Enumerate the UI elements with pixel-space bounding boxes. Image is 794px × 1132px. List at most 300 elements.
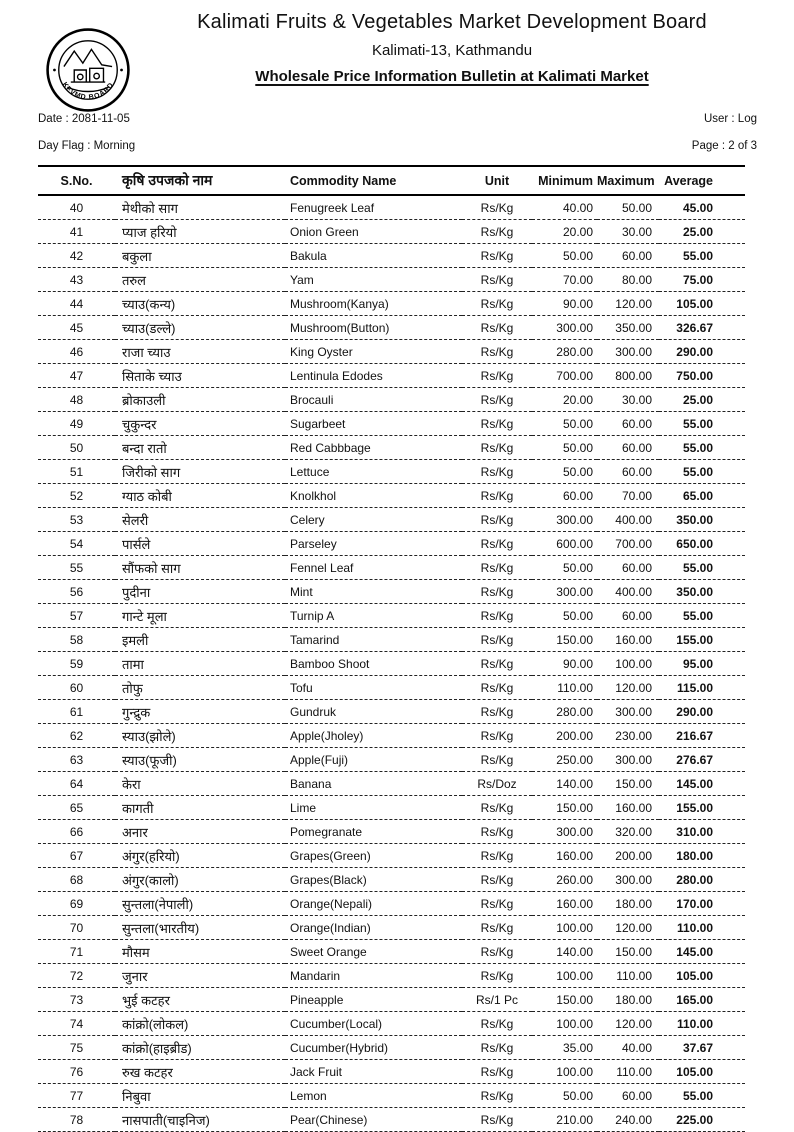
- cell-maximum: 200.00: [615, 849, 652, 863]
- cell-minimum: 40.00: [562, 201, 593, 215]
- cell-maximum: 60.00: [621, 1089, 652, 1103]
- cell-unit: Rs/1 Pc: [475, 993, 518, 1007]
- logo-text: KFVMD BOARD: [60, 81, 116, 102]
- table-row: [38, 1084, 745, 1108]
- cell-nepali-name: ग्याठ कोबी: [122, 489, 172, 504]
- cell-unit: Rs/Kg: [480, 657, 514, 671]
- cell-commodity-name: Fennel Leaf: [290, 561, 354, 575]
- cell-minimum: 280.00: [556, 345, 593, 359]
- cell-unit: Rs/Kg: [480, 561, 514, 575]
- cell-nepali-name: अनार: [122, 825, 148, 840]
- cell-unit: Rs/Kg: [480, 729, 514, 743]
- cell-average: 750.00: [676, 369, 713, 383]
- table-row: [38, 700, 745, 724]
- cell-average: 55.00: [682, 561, 713, 575]
- cell-maximum: 70.00: [621, 489, 652, 503]
- cell-average: 105.00: [676, 1065, 713, 1079]
- cell-nepali-name: तोफु: [122, 681, 143, 696]
- col-header-commodity-name: Commodity Name: [290, 173, 397, 188]
- table-row: [38, 772, 745, 796]
- cell-nepali-name: केरा: [122, 777, 141, 792]
- cell-sno: 51: [69, 465, 84, 479]
- cell-average: 110.00: [676, 1017, 713, 1031]
- cell-minimum: 50.00: [562, 249, 593, 263]
- cell-minimum: 300.00: [556, 321, 593, 335]
- cell-unit: Rs/Kg: [480, 1017, 514, 1031]
- cell-sno: 61: [69, 705, 84, 719]
- table-row: [38, 292, 745, 316]
- cell-maximum: 240.00: [615, 1113, 652, 1127]
- cell-commodity-name: Onion Green: [290, 225, 359, 239]
- cell-sno: 69: [69, 897, 84, 911]
- table-row: [38, 580, 745, 604]
- cell-commodity-name: Grapes(Green): [290, 849, 371, 863]
- cell-minimum: 110.00: [557, 681, 593, 695]
- cell-sno: 42: [69, 249, 84, 263]
- cell-nepali-name: कागती: [122, 801, 154, 816]
- cell-maximum: 110.00: [616, 969, 652, 983]
- cell-nepali-name: पार्सले: [122, 537, 151, 552]
- kfvmd-board-logo-icon: [45, 27, 131, 113]
- table-row: [38, 532, 745, 556]
- cell-minimum: 700.00: [556, 369, 593, 383]
- cell-sno: 75: [69, 1041, 84, 1055]
- cell-nepali-name: जिरीको साग: [122, 465, 181, 480]
- cell-nepali-name: ब्रोकाउली: [122, 393, 166, 408]
- table-row: [38, 748, 745, 772]
- cell-commodity-name: Apple(Jholey): [290, 729, 364, 743]
- table-row: [38, 244, 745, 268]
- cell-nepali-name: सुन्तला(भारतीय): [122, 921, 200, 936]
- cell-maximum: 300.00: [615, 873, 652, 887]
- table-row: [38, 796, 745, 820]
- cell-average: 326.67: [676, 321, 713, 335]
- cell-average: 105.00: [676, 969, 713, 983]
- price-table-body: [38, 195, 745, 1132]
- cell-sno: 77: [69, 1089, 84, 1103]
- cell-maximum: 300.00: [615, 705, 652, 719]
- cell-maximum: 180.00: [615, 993, 652, 1007]
- cell-unit: Rs/Kg: [480, 753, 514, 767]
- cell-maximum: 60.00: [621, 249, 652, 263]
- cell-sno: 46: [69, 345, 84, 359]
- cell-nepali-name: च्याउ(डल्ले): [122, 321, 176, 336]
- document-header: [0, 0, 794, 104]
- cell-maximum: 400.00: [615, 585, 652, 599]
- cell-unit: Rs/Kg: [480, 1041, 514, 1055]
- cell-minimum: 280.00: [556, 705, 593, 719]
- cell-nepali-name: सुन्तला(नेपाली): [122, 897, 194, 912]
- cell-sno: 67: [69, 849, 84, 863]
- cell-average: 290.00: [676, 705, 713, 719]
- cell-commodity-name: Lime: [290, 801, 317, 815]
- cell-sno: 78: [69, 1113, 84, 1127]
- cell-average: 65.00: [682, 489, 713, 503]
- cell-unit: Rs/Kg: [480, 633, 514, 647]
- cell-maximum: 160.00: [615, 801, 652, 815]
- cell-maximum: 700.00: [615, 537, 652, 551]
- date-label: Date : 2081-11-05: [38, 113, 130, 125]
- cell-maximum: 120.00: [615, 297, 652, 311]
- cell-maximum: 230.00: [615, 729, 652, 743]
- page-number-label: Page : 2 of 3: [691, 140, 757, 152]
- cell-average: 55.00: [682, 609, 713, 623]
- cell-unit: Rs/Kg: [480, 945, 514, 959]
- cell-unit: Rs/Kg: [480, 609, 514, 623]
- cell-unit: Rs/Kg: [480, 393, 514, 407]
- cell-sno: 56: [69, 585, 84, 599]
- cell-unit: Rs/Kg: [480, 705, 514, 719]
- cell-commodity-name: Mandarin: [290, 969, 341, 983]
- cell-sno: 76: [69, 1065, 84, 1079]
- table-row: [38, 316, 745, 340]
- table-row: [38, 916, 745, 940]
- day-flag-label: Day Flag : Morning: [38, 140, 136, 152]
- cell-unit: Rs/Kg: [480, 1113, 514, 1127]
- cell-commodity-name: Grapes(Black): [290, 873, 367, 887]
- cell-commodity-name: Yam: [290, 273, 314, 287]
- cell-unit: Rs/Kg: [480, 1089, 514, 1103]
- cell-commodity-name: Bakula: [290, 249, 327, 263]
- cell-maximum: 60.00: [621, 465, 652, 479]
- cell-unit: Rs/Kg: [480, 201, 514, 215]
- cell-maximum: 60.00: [621, 417, 652, 431]
- cell-unit: Rs/Kg: [480, 849, 514, 863]
- cell-maximum: 400.00: [615, 513, 652, 527]
- cell-minimum: 150.00: [556, 633, 593, 647]
- cell-unit: Rs/Kg: [480, 921, 514, 935]
- cell-unit: Rs/Kg: [480, 801, 514, 815]
- cell-nepali-name: रुख कटहर: [122, 1065, 173, 1080]
- cell-commodity-name: Jack Fruit: [290, 1065, 343, 1079]
- cell-commodity-name: Apple(Fuji): [290, 753, 349, 767]
- cell-nepali-name: भुई कटहर: [122, 993, 170, 1008]
- cell-commodity-name: Pomegranate: [290, 825, 363, 839]
- table-row: [38, 388, 745, 412]
- cell-minimum: 160.00: [556, 849, 593, 863]
- bulletin-title: Wholesale Price Information Bulletin at Kalimati Market: [255, 68, 649, 85]
- cell-unit: Rs/Kg: [480, 825, 514, 839]
- cell-maximum: 120.00: [615, 681, 652, 695]
- meta-line-date-user: [0, 113, 794, 125]
- cell-nepali-name: चुकुन्दर: [122, 417, 157, 432]
- cell-minimum: 20.00: [562, 225, 593, 239]
- cell-maximum: 40.00: [621, 1041, 652, 1055]
- cell-average: 110.00: [676, 921, 713, 935]
- cell-maximum: 160.00: [615, 633, 652, 647]
- cell-average: 25.00: [682, 225, 713, 239]
- cell-sno: 52: [69, 489, 84, 503]
- col-header-maximum: Maximum: [597, 173, 655, 188]
- cell-unit: Rs/Kg: [480, 345, 514, 359]
- cell-maximum: 320.00: [615, 825, 652, 839]
- table-row: [38, 1060, 745, 1084]
- cell-maximum: 50.00: [621, 201, 652, 215]
- cell-unit: Rs/Doz: [477, 777, 517, 791]
- cell-nepali-name: मेथीको साग: [122, 201, 178, 216]
- cell-minimum: 300.00: [556, 825, 593, 839]
- cell-minimum: 90.00: [562, 657, 593, 671]
- cell-commodity-name: Tamarind: [290, 633, 340, 647]
- cell-average: 350.00: [676, 585, 713, 599]
- cell-unit: Rs/Kg: [480, 513, 514, 527]
- cell-minimum: 50.00: [562, 561, 593, 575]
- cell-sno: 44: [69, 297, 84, 311]
- cell-maximum: 30.00: [621, 225, 652, 239]
- cell-minimum: 100.00: [556, 969, 593, 983]
- cell-sno: 60: [69, 681, 84, 695]
- cell-commodity-name: Celery: [290, 513, 325, 527]
- cell-unit: Rs/Kg: [480, 273, 514, 287]
- cell-commodity-name: Red Cabbbage: [290, 441, 371, 455]
- cell-minimum: 150.00: [556, 993, 593, 1007]
- table-row: [38, 844, 745, 868]
- cell-nepali-name: तरुल: [122, 273, 146, 288]
- cell-sno: 53: [69, 513, 84, 527]
- cell-nepali-name: गान्टे मूला: [122, 609, 167, 624]
- table-row: [38, 436, 745, 460]
- table-row: [38, 364, 745, 388]
- cell-unit: Rs/Kg: [480, 321, 514, 335]
- cell-maximum: 80.00: [621, 273, 652, 287]
- table-row: [38, 508, 745, 532]
- cell-maximum: 150.00: [615, 777, 652, 791]
- cell-sno: 63: [69, 753, 84, 767]
- cell-average: 180.00: [676, 849, 713, 863]
- cell-unit: Rs/Kg: [480, 249, 514, 263]
- table-row: [38, 868, 745, 892]
- table-row: [38, 412, 745, 436]
- cell-maximum: 350.00: [615, 321, 652, 335]
- cell-average: 45.00: [682, 201, 713, 215]
- cell-sno: 55: [69, 561, 84, 575]
- cell-nepali-name: नासपाती(चाइनिज): [122, 1113, 210, 1128]
- cell-average: 350.00: [676, 513, 713, 527]
- price-table: [38, 165, 745, 1132]
- cell-maximum: 120.00: [615, 921, 652, 935]
- cell-minimum: 250.00: [556, 753, 593, 767]
- table-row: [38, 340, 745, 364]
- table-row: [38, 652, 745, 676]
- table-row: [38, 988, 745, 1012]
- cell-nepali-name: कांक्रो(लोकल): [122, 1017, 189, 1032]
- table-row: [38, 964, 745, 988]
- cell-commodity-name: King Oyster: [290, 345, 353, 359]
- col-header-minimum: Minimum: [538, 173, 593, 188]
- cell-sno: 48: [69, 393, 84, 407]
- cell-minimum: 140.00: [556, 945, 593, 959]
- cell-minimum: 100.00: [556, 1017, 593, 1031]
- cell-sno: 45: [69, 321, 84, 335]
- table-row: [38, 676, 745, 700]
- cell-minimum: 100.00: [556, 1065, 593, 1079]
- cell-average: 55.00: [682, 417, 713, 431]
- cell-maximum: 60.00: [621, 609, 652, 623]
- cell-nepali-name: बकुला: [122, 249, 152, 264]
- cell-maximum: 150.00: [615, 945, 652, 959]
- cell-commodity-name: Mushroom(Button): [290, 321, 390, 335]
- col-header-nepali-name: कृषि उपजको नाम: [122, 172, 213, 188]
- cell-unit: Rs/Kg: [480, 537, 514, 551]
- cell-nepali-name: सेलरी: [122, 513, 149, 528]
- cell-average: 105.00: [676, 297, 713, 311]
- cell-average: 55.00: [682, 465, 713, 479]
- cell-sno: 54: [69, 537, 84, 551]
- cell-average: 155.00: [676, 801, 713, 815]
- cell-minimum: 50.00: [562, 441, 593, 455]
- cell-commodity-name: Cucumber(Local): [290, 1017, 383, 1031]
- price-table-header: [38, 166, 745, 195]
- table-row: [38, 628, 745, 652]
- cell-average: 280.00: [676, 873, 713, 887]
- cell-average: 276.67: [676, 753, 713, 767]
- cell-maximum: 800.00: [615, 369, 652, 383]
- cell-unit: Rs/Kg: [480, 465, 514, 479]
- table-row: [38, 220, 745, 244]
- cell-unit: Rs/Kg: [480, 441, 514, 455]
- cell-maximum: 30.00: [621, 393, 652, 407]
- cell-average: 37.67: [682, 1041, 713, 1055]
- cell-minimum: 150.00: [556, 801, 593, 815]
- cell-commodity-name: Brocauli: [290, 393, 334, 407]
- table-row: [38, 1036, 745, 1060]
- cell-minimum: 50.00: [562, 465, 593, 479]
- cell-nepali-name: बन्दा रातो: [122, 441, 167, 456]
- cell-average: 225.00: [676, 1113, 713, 1127]
- cell-sno: 47: [69, 369, 84, 383]
- table-row: [38, 604, 745, 628]
- cell-unit: Rs/Kg: [480, 489, 514, 503]
- cell-sno: 70: [69, 921, 84, 935]
- cell-nepali-name: मौसम: [122, 945, 150, 960]
- cell-sno: 62: [69, 729, 84, 743]
- cell-average: 55.00: [682, 441, 713, 455]
- cell-minimum: 160.00: [556, 897, 593, 911]
- cell-minimum: 20.00: [562, 393, 593, 407]
- cell-nepali-name: जुनार: [122, 969, 148, 984]
- cell-sno: 57: [69, 609, 84, 623]
- cell-average: 75.00: [682, 273, 713, 287]
- cell-nepali-name: पुदीना: [122, 585, 151, 600]
- cell-maximum: 60.00: [621, 441, 652, 455]
- header-row: [38, 166, 745, 195]
- cell-minimum: 100.00: [556, 921, 593, 935]
- cell-minimum: 300.00: [556, 585, 593, 599]
- cell-minimum: 50.00: [562, 1089, 593, 1103]
- table-row: [38, 484, 745, 508]
- user-label: User : Log: [703, 113, 757, 125]
- cell-minimum: 600.00: [556, 537, 593, 551]
- cell-commodity-name: Pineapple: [290, 993, 344, 1007]
- cell-nepali-name: तामा: [122, 657, 144, 672]
- cell-commodity-name: Orange(Nepali): [290, 897, 373, 911]
- cell-commodity-name: Banana: [290, 777, 332, 791]
- cell-commodity-name: Tofu: [290, 681, 313, 695]
- table-row: [38, 460, 745, 484]
- col-header-average: Average: [664, 173, 713, 188]
- cell-average: 155.00: [676, 633, 713, 647]
- cell-commodity-name: Pear(Chinese): [290, 1113, 368, 1127]
- cell-nepali-name: अंगुर(हरियो): [122, 849, 180, 864]
- cell-minimum: 70.00: [562, 273, 593, 287]
- cell-nepali-name: च्याउ(कन्य): [122, 297, 176, 312]
- cell-commodity-name: Sweet Orange: [290, 945, 367, 959]
- cell-nepali-name: स्याउ(फूजी): [122, 753, 177, 768]
- cell-sno: 64: [69, 777, 84, 791]
- cell-unit: Rs/Kg: [480, 225, 514, 239]
- organization-name: Kalimati Fruits & Vegetables Market Development Board: [197, 11, 707, 33]
- table-row: [38, 820, 745, 844]
- table-row: [38, 724, 745, 748]
- cell-sno: 74: [69, 1017, 84, 1031]
- cell-maximum: 60.00: [621, 561, 652, 575]
- cell-sno: 66: [69, 825, 84, 839]
- cell-average: 145.00: [676, 777, 713, 791]
- cell-maximum: 300.00: [615, 345, 652, 359]
- cell-average: 650.00: [676, 537, 713, 551]
- header-title-block: [140, 0, 764, 86]
- cell-average: 310.00: [676, 825, 713, 839]
- cell-nepali-name: राजा च्याउ: [122, 345, 171, 360]
- cell-average: 95.00: [682, 657, 713, 671]
- cell-average: 165.00: [676, 993, 713, 1007]
- cell-sno: 58: [69, 633, 84, 647]
- cell-maximum: 180.00: [615, 897, 652, 911]
- table-row: [38, 268, 745, 292]
- cell-commodity-name: Orange(Indian): [290, 921, 371, 935]
- cell-nepali-name: इमली: [122, 633, 149, 648]
- cell-nepali-name: अंगुर(कालो): [122, 873, 179, 888]
- cell-commodity-name: Sugarbeet: [290, 417, 346, 431]
- cell-nepali-name: सौंफको साग: [122, 561, 181, 576]
- cell-unit: Rs/Kg: [480, 417, 514, 431]
- cell-minimum: 60.00: [562, 489, 593, 503]
- cell-sno: 59: [69, 657, 84, 671]
- table-row: [38, 1108, 745, 1132]
- organization-address: Kalimati-13, Kathmandu: [371, 42, 533, 59]
- cell-minimum: 200.00: [556, 729, 593, 743]
- cell-sno: 50: [69, 441, 84, 455]
- cell-nepali-name: कांक्रो(हाइब्रीड): [122, 1041, 192, 1056]
- cell-commodity-name: Mint: [290, 585, 313, 599]
- cell-sno: 68: [69, 873, 84, 887]
- cell-minimum: 140.00: [556, 777, 593, 791]
- cell-sno: 73: [69, 993, 84, 1007]
- meta-line-dayflag-page: [0, 140, 794, 152]
- cell-unit: Rs/Kg: [480, 969, 514, 983]
- col-header-sno: S.No.: [60, 173, 93, 188]
- cell-sno: 49: [69, 417, 84, 431]
- cell-commodity-name: Cucumber(Hybrid): [290, 1041, 389, 1055]
- cell-commodity-name: Mushroom(Kanya): [290, 297, 389, 311]
- cell-maximum: 120.00: [615, 1017, 652, 1031]
- cell-unit: Rs/Kg: [480, 369, 514, 383]
- cell-nepali-name: निबुवा: [122, 1089, 151, 1104]
- cell-minimum: 210.00: [556, 1113, 593, 1127]
- cell-sno: 41: [69, 225, 84, 239]
- cell-average: 25.00: [682, 393, 713, 407]
- cell-nepali-name: गुन्द्रुक: [122, 705, 151, 720]
- table-row: [38, 892, 745, 916]
- cell-commodity-name: Fenugreek Leaf: [290, 201, 375, 215]
- cell-commodity-name: Knolkhol: [290, 489, 337, 503]
- cell-minimum: 90.00: [562, 297, 593, 311]
- cell-maximum: 100.00: [615, 657, 652, 671]
- cell-nepali-name: प्याज हरियो: [122, 225, 177, 240]
- table-row: [38, 1012, 745, 1036]
- cell-average: 216.67: [676, 729, 713, 743]
- cell-minimum: 35.00: [562, 1041, 593, 1055]
